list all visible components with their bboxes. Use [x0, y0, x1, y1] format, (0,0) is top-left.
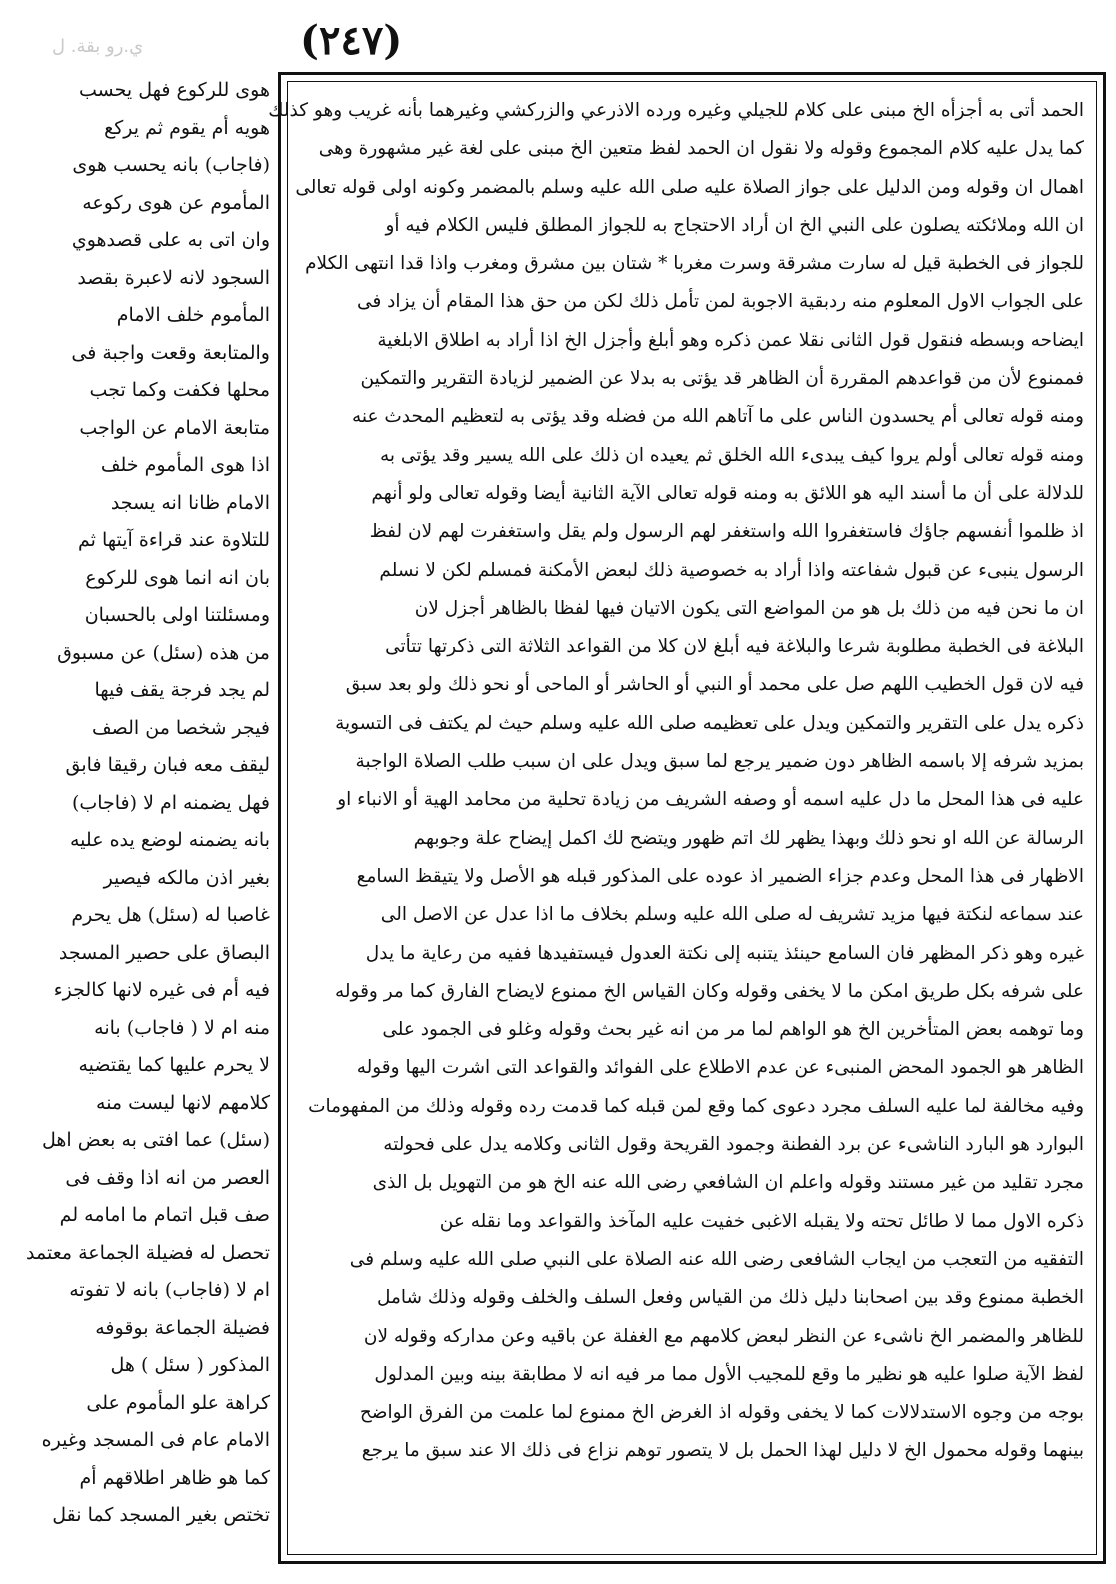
main-text-line: الظاهر هو الجمود المحض المنبىء عن عدم الاطلاع على الفوائد والقواعد التى اشرت اليها وقوله — [356, 1057, 1084, 1079]
margin-text-line: هوى للركوع فهل يحسب — [79, 79, 270, 101]
margin-text-line: تختص بغير المسجد كما نقل — [52, 1504, 270, 1526]
margin-text-line: من هذه (سئل) عن مسبوق — [57, 641, 270, 664]
main-text-line: للجواز فى الخطبة قيل له سارت مشرقة وسرت مغربا * شتان بين مشرق ومغرب واذا قدا انتهى الكلام — [305, 253, 1084, 275]
margin-text-line: فهل يضمنه ام لا (فاجاب) — [71, 791, 270, 814]
main-text-line: البلاغة فى الخطبة مطلوبة شرعا والبلاغة فيه أبلغ لان كلا من القواعد الثلاثة التى ذكرتها تتأتى — [385, 636, 1084, 658]
faint-library-stamp: ي.رو بقة. ل — [52, 36, 144, 57]
main-text-inner-border — [268, 81, 1097, 1555]
margin-text-line: كراهة علو المأموم على — [86, 1391, 270, 1414]
margin-text-line: الامام ظانا انه يسجد — [110, 491, 270, 514]
margin-text-line: بغير اذن مالكه فيصير — [103, 866, 270, 889]
margin-text-line: (فاجاب) بانه يحسب هوى — [72, 154, 270, 176]
margin-text-line: والمتابعة وقعت واجبة فى — [71, 341, 270, 364]
margin-text-line: وان اتى به على قصدهوي — [71, 229, 270, 251]
margin-text-line: كلامهم لانها ليست منه — [96, 1091, 270, 1114]
main-text-line: عند سماعه لنكتة فيها مزيد تشريف له صلى الله عليه وسلم بخلاف ما اذا عدل عن الاصل الى — [380, 904, 1084, 926]
main-text-line: الخطبة ممنوع وقد بين اصحابنا دليل ذلك من القياس وفعل السلف والخلف وقوله وذلك شامل — [376, 1287, 1084, 1309]
margin-text-line: المذكور ( سئل ) هل — [110, 1354, 270, 1376]
main-text-line: الرسالة عن الله او نحو ذلك وبهذا يظهر لك اتم ظهور ويتضح لك اكمل إيضاح علة وجوبهم — [413, 827, 1084, 849]
margin-text-line: فيه أم فى غيره لانها كالجزء — [53, 979, 270, 1001]
main-text-line: الحمد أتى به أجزأه الخ مبنى على كلام للجيلي وغيره ورده الاذرعي والزركشي وغيرهما بأنه غريب وهو كذلك — [268, 100, 1084, 121]
margin-text-line: لم يجد فرجة يقف فيها — [94, 679, 270, 701]
main-text-line: ايضاحه وبسطه فنقول قول الثانى نقلا عمن ذكره وهو أبلغ وأجزل الخ اذا أراد به اطلاق الابلغية — [377, 329, 1084, 351]
main-text-line: غيره وهو ذكر المظهر فان السامع حينئذ يتنبه إلى نكتة العدول فيستفيدها ففيه من رعاية ما يدل — [365, 942, 1084, 964]
main-text-line: كما يدل عليه كلام المجموع وقوله ولا نقول ان الحمد لفظ متعين الخ مبنى على لغة غير مشهورة وهى — [318, 138, 1084, 160]
margin-text-line: السجود لانه لاعبرة بقصد — [77, 266, 270, 289]
margin-commentary-column — [26, 72, 270, 1562]
margin-text-line: بانه يضمنه لوضع يده عليه — [70, 829, 270, 851]
main-text-line: بمزيد شرفه إلا باسمه الظاهر دون ضمير يرجع لما سبق ويدل على ان سبب طلب الصلاة الواجبة — [355, 751, 1084, 773]
main-text-line: فيه لان قول الخطيب اللهم صل على محمد أو النبي أو الحاشر أو الماحى أو نحو ذلك ولو بعد سبق — [345, 674, 1084, 696]
margin-text-line: منه ام لا ( فاجاب) بانه — [94, 1016, 270, 1039]
main-text-line: مجرد تقليد من غير مستند وقوله واعلم ان الشافعي رضى الله عنه الخ هو من التهويل بل الذى — [372, 1172, 1084, 1194]
main-text-line: التفقيه من التعجب من ايجاب الشافعى رضى الله عنه الصلاة على النبي صلى الله عليه وسلم فى — [349, 1248, 1084, 1270]
main-text-line: بينهما وقوله محمول الخ لا دليل لهذا الحمل بل لا يتصور توهم نزاع فى ذلك الا عند سبق ما يرجع — [361, 1440, 1084, 1462]
main-text-line: فممنوع لأن من قواعدهم المقررة أن الظاهر قد يؤتى به بدلا عن الضمير لزيادة التقرير والتمكين — [360, 368, 1084, 390]
margin-text-line: العصر من انه اذا وقف فى — [65, 1166, 270, 1189]
main-text-line: الاظهار فى هذا المحل وعدم جزاء الضمير اذ عوده على المذكور قبله هو الأصل ولا يتيقظ السامع — [356, 865, 1084, 887]
main-text-line: ذكره يدل على التقرير والتمكين ويدل على تعظيمه صلى الله عليه وسلم حيث لم يكتف فى التسوية — [335, 712, 1084, 734]
margin-text-line: كما هو ظاهر اطلاقهم أم — [79, 1466, 270, 1489]
main-text-line: عليه فى هذا المحل ما دل عليه اسمه أو وصفه الشريف من زيادة تحلية من محامد الهية أو الانباء او — [337, 789, 1084, 811]
main-text-line: البوارد هو البارد الناشىء عن برد الفطنة وجمود القريحة وقول الثانى وكلامه يدل على فحولته — [383, 1134, 1084, 1156]
margin-text-line: ليقف معه فبان رقيقا فابق — [65, 754, 270, 776]
page-number: (٢٤٧) — [300, 17, 403, 64]
main-text-line: ان الله وملائكته يصلون على النبي الخ ان أراد الاحتجاج به للجواز المطلق فليس الكلام فيه أو — [385, 214, 1084, 236]
main-text-body — [268, 92, 1084, 1544]
margin-text-line: لا يحرم عليها كما يقتضيه — [78, 1054, 270, 1076]
margin-text-line: ومسئلتنا اولى بالحسبان — [84, 604, 270, 626]
main-text-line: للدلالة على أن ما أسند اليه هو اللائق به ومنه قوله تعالى الآية الثانية أيضا وقوله تعالى ولو أنهم — [371, 482, 1084, 504]
margin-text-line: فضيلة الجماعة بوقوفه — [95, 1316, 270, 1339]
main-text-frame — [268, 72, 1106, 1564]
margin-text-line: محلها فكفت وكما تجب — [89, 379, 270, 401]
main-text-line: ومنه قوله تعالى أولم يروا كيف يبدىء الله الخلق ثم يعيده ان ذلك على الله يسير وقد يؤتى به — [379, 444, 1084, 466]
main-text-line: ومنه قوله تعالى أم يحسدون الناس على ما آتاهم الله من فضله وقد يؤتى به لتعظيم المحدث عنه — [351, 406, 1084, 428]
main-text-line: على الجواب الاول المعلوم منه ردبقية الاجوبة لمن تأمل ذلك لكن من حق هذا المقام أن يزاد فى — [357, 291, 1084, 313]
margin-text-line: هويه أم يقوم ثم يركع — [104, 116, 270, 139]
margin-text-line: فيجر شخصا من الصف — [92, 716, 270, 739]
margin-text-line: للتلاوة عند قراءة آيتها ثم — [78, 529, 270, 551]
main-text-line: ان ما نحن فيه من ذلك بل هو من المواضع التى يكون الاتيان فيها لفظا بالظاهر أجزل لان — [414, 597, 1084, 619]
main-text-line: ذكره الاول مما لا طائل تحته ولا يقبله الاغبى خفيت عليه المآخذ والقواعد وما نقله عن — [439, 1210, 1084, 1232]
margin-text-line: الامام عام فى المسجد وغيره — [41, 1429, 270, 1451]
main-text-line: اهمال ان وقوله ومن الدليل على جواز الصلاة عليه صلى الله عليه وسلم بالمضمر وكونه اولى قوله تعالى — [295, 176, 1084, 198]
margin-text-line: غاصبا له (سئل) هل يحرم — [71, 904, 270, 926]
main-text-line: وفيه مخالفة لما عليه السلف مجرد دعوى كما وقع لمن قبله كما قدمت رده وقوله وذلك من المفهومات — [308, 1095, 1084, 1117]
main-text-line: للظاهر والمضمر الخ ناشىء عن النظر لبعض كلامهم مع الغفلة عن باقيه وعن مداركه وقوله لان — [363, 1325, 1084, 1347]
margin-text-line: تحصل له فضيلة الجماعة معتمد — [26, 1241, 270, 1264]
margin-text-line: (سئل) عما افتى به بعض اهل — [42, 1129, 270, 1151]
margin-text-line: المأموم عن هوى ركوعه — [82, 191, 270, 214]
main-text-line: اذ ظلموا أنفسهم جاؤك فاستغفروا الله واستغفر لهم الرسول ولم يقل واستغفرت لهم لان لفظ — [369, 521, 1084, 543]
main-text-line: بوجه من وجوه الاستدلالات كما لا يخفى وقوله اذ الغرض الخ ممنوع لما علمت من الفرق الواضح — [359, 1402, 1084, 1424]
margin-text-line: المأموم خلف الامام — [116, 304, 270, 326]
margin-text-line: البصاق على حصير المسجد — [58, 941, 270, 964]
margin-text-line: متابعة الامام عن الواجب — [79, 416, 270, 439]
main-text-line: وما توهمه بعض المتأخرين الخ هو الواهم لما مر من انه غير بحث وقوله وغلو فى الجمود على — [382, 1019, 1084, 1041]
main-text-line: لفظ الآية صلوا عليه هو نظير ما وقع للمجيب الأول مما مر فيه انه لا مطابقة بينه وبين المدلول — [374, 1363, 1084, 1385]
main-text-line: على شرفه بكل طريق امكن ما لا يخفى وقوله وكان القياس الخ ممنوع لايضاح الفارق كما مر وقوله — [334, 980, 1084, 1002]
margin-text-line: اذا هوى المأموم خلف — [100, 454, 270, 476]
margin-text-line: ام لا (فاجاب) بانه لا تفوته — [69, 1279, 270, 1301]
margin-text-line: صف قبل اتمام ما امامه لم — [59, 1204, 270, 1226]
margin-text-line: بان انه انما هوى للركوع — [85, 566, 270, 589]
main-text-line: الرسول ينبىء عن قبول شفاعته واذا أراد به خصوصية ذلك لبعض الأمكنة فمسلم لكن لا نسلم — [379, 559, 1084, 581]
